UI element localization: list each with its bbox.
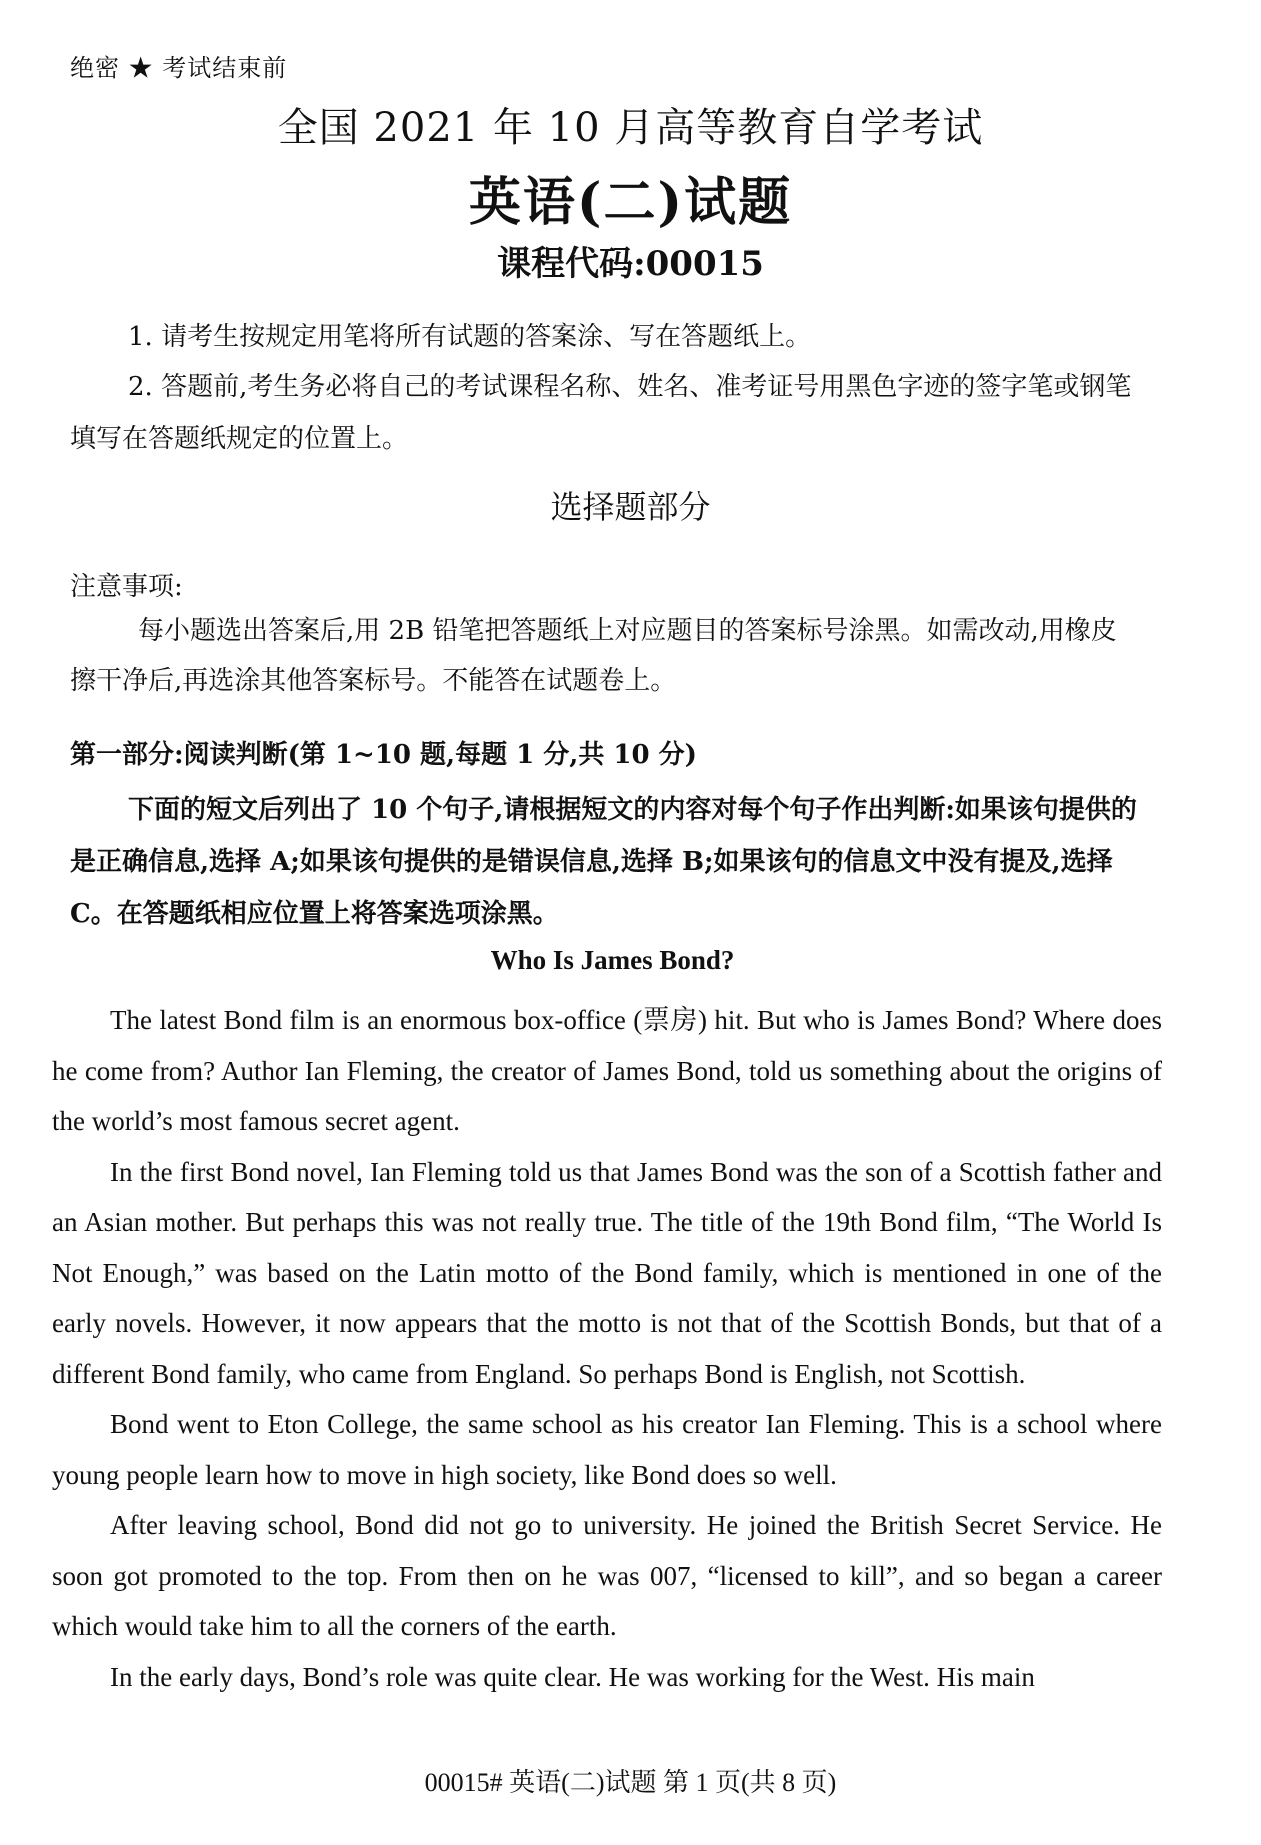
notes-text-line-1: 每小题选出答案后,用 2B 铅笔把答题纸上对应题目的答案标号涂黑。如需改动,用橡皮 <box>138 616 1117 646</box>
instruction-2: 2. 答题前,考生务必将自己的考试课程名称、姓名、准考证号用黑色字迹的签字笔或钢笔 <box>128 372 1132 402</box>
passage-title: Who Is James Bond? <box>490 945 735 975</box>
passage-paragraph-5: In the early days, Bond’s role was quite clear. He was working for the West. His main <box>110 1661 1035 1692</box>
part-heading: 第一部分:阅读判断(第 1~10 题,每题 1 分,共 10 分) <box>70 740 697 770</box>
instruction-1: 1. 请考生按规定用笔将所有试题的答案涂、写在答题纸上。 <box>128 322 812 352</box>
course-code: 课程代码:00015 <box>497 244 764 284</box>
passage-paragraph-1: The latest Bond film is an enormous box-office (票房) hit. But who is James Bond? Where does he come from? Author Ian Fleming, the creator of James Bond, told us something about the origins of the world’s most famous secret agent. <box>52 1005 1162 1136</box>
notes-label: 注意事项: <box>70 572 183 602</box>
passage-paragraph-4: After leaving school, Bond did not go to university. He joined the British Secret Service. He soon got promoted to the top. From then on he was 007, “licensed to kill”, and so began a career which would take him to all the corners of the earth. <box>52 1510 1162 1641</box>
exam-title: 全国 2021 年 10 月高等教育自学考试 <box>277 105 984 151</box>
notes-text-line-2: 擦干净后,再选涂其他答案标号。不能答在试题卷上。 <box>70 666 677 696</box>
section-title: 选择题部分 <box>550 488 711 526</box>
passage-paragraph-2: In the first Bond novel, Ian Fleming told us that James Bond was the son of a Scottish father and an Asian mother. But perhaps this was not really true. The title of the 19th Bond film, “The World Is Not Enough,” was based on the Latin motto of the Bond family, which is mentioned in one of the early novels. However, it now appears that the motto is not that of the Scottish Bonds, but that of a different Bond family, who came from England. So perhaps Bond is English, not Scottish. <box>52 1156 1162 1389</box>
passage-paragraph-3: Bond went to Eton College, the same school as his creator Ian Fleming. This is a school where young people learn how to move in high society, like Bond does so well. <box>52 1409 1162 1490</box>
confidential-mark: 绝密 ★ 考试结束前 <box>70 54 288 82</box>
passage-body <box>52 995 1162 1702</box>
page-footer: 00015# 英语(二)试题 第 1 页(共 8 页) <box>424 1768 837 1797</box>
instruction-2-continued: 填写在答题纸规定的位置上。 <box>70 424 409 454</box>
subject-title: 英语(二)试题 <box>468 172 793 233</box>
part-instruction: 下面的短文后列出了 10 个句子,请根据短文的内容对每个句子作出判断:如果该句提供的是正确信息,选择 A;如果该句提供的是错误信息,选择 B;如果该句的信息文中没有提及,选择 C。在答题纸相应位置上将答案选项涂黑。 <box>70 795 1137 929</box>
